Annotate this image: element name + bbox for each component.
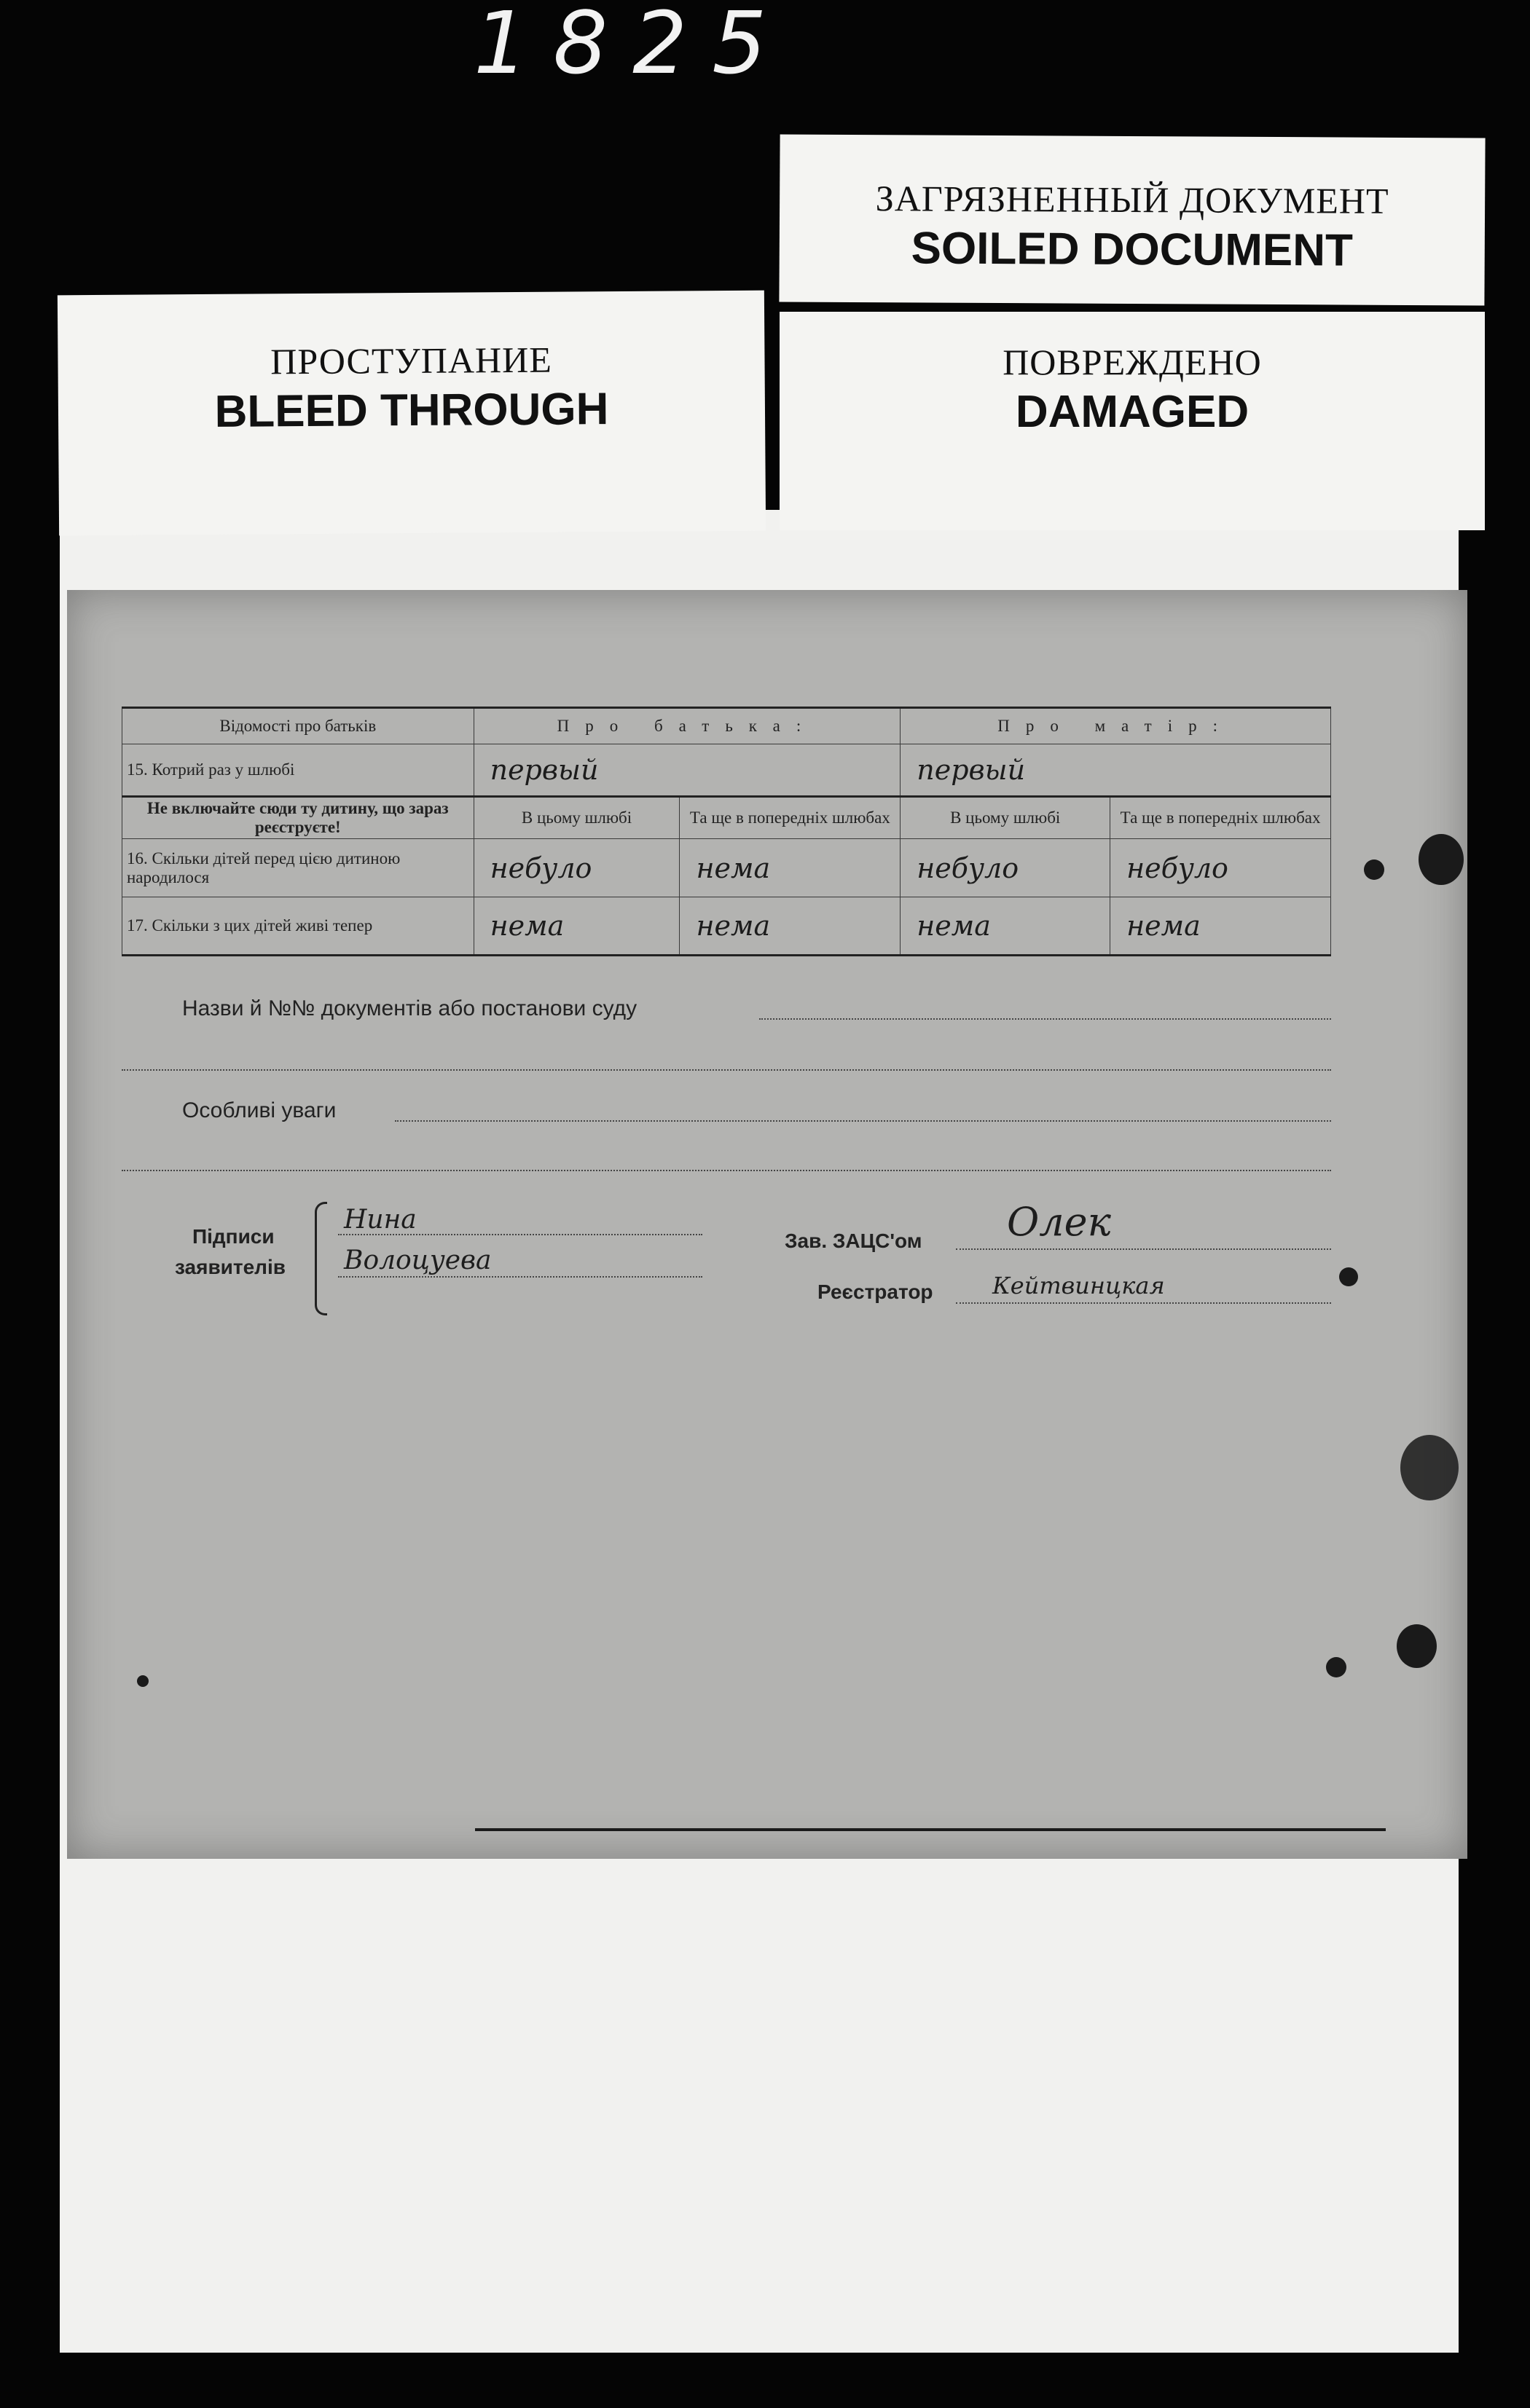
registrar-signature: Кейтвинцкая xyxy=(992,1272,1165,1299)
row17-mother-previous: нема xyxy=(1110,897,1331,956)
mother-current-marriage-header: В цьому шлюбі xyxy=(901,797,1110,839)
form-sheet xyxy=(67,590,1467,1859)
signatures-label-1: Підписи xyxy=(192,1225,275,1248)
table-header-mother: Про матір: xyxy=(901,708,1331,744)
row17-label: 17. Скільки з цих дітей живі тепер xyxy=(122,897,474,956)
documents-label: Назви й №№ документів або постанови суду xyxy=(182,996,638,1020)
ink-stain xyxy=(1400,1435,1459,1500)
documents-line-2 xyxy=(122,1069,1331,1071)
signature-line-1 xyxy=(338,1234,702,1235)
table-header-father: Про батька: xyxy=(474,708,901,744)
bleed-card-ru: ПРОСТУПАНИЕ xyxy=(270,339,552,382)
bleed-card-en: BLEED THROUGH xyxy=(214,384,609,437)
damaged-card-en: DAMAGED xyxy=(1015,387,1250,437)
row16-mother-current: небуло xyxy=(901,839,1110,897)
soiled-card-en: SOILED DOCUMENT xyxy=(911,223,1354,276)
punch-hole xyxy=(1364,859,1384,880)
row15-label: 15. Котрий раз у шлюбі xyxy=(122,744,474,797)
row15-mother-value: первый xyxy=(901,744,1331,797)
head-registrar-label: Зав. ЗАЦС'ом xyxy=(785,1229,922,1252)
exclusion-note: Не включайте сюди ту дитину, що зараз реєструєте! xyxy=(122,797,474,839)
head-registrar-signature: Олек xyxy=(1007,1199,1111,1245)
ink-stain xyxy=(1419,834,1464,885)
damaged-card xyxy=(780,312,1485,530)
ink-stain xyxy=(1397,1624,1437,1668)
row17-mother-current: нема xyxy=(901,897,1110,956)
row16-mother-previous: небуло xyxy=(1110,839,1331,897)
applicant-signature-2: Волоцуева xyxy=(344,1246,492,1275)
signatures-brace xyxy=(315,1202,327,1315)
registrar-label: Реєстратор xyxy=(817,1280,933,1303)
father-previous-marriages-header: Та ще в попередніх шлюбах xyxy=(680,797,901,839)
row15-father-value: первый xyxy=(474,744,901,797)
row16-father-previous: нема xyxy=(680,839,901,897)
parents-info-table xyxy=(122,707,1331,956)
row17-father-previous: нема xyxy=(680,897,901,956)
father-current-marriage-header: В цьому шлюбі xyxy=(474,797,680,839)
signatures-label-2: заявителів xyxy=(175,1256,286,1278)
soiled-document-card xyxy=(779,134,1485,305)
row17-father-current: нема xyxy=(474,897,680,956)
remarks-label: Особливі уваги xyxy=(182,1098,337,1122)
signature-line-2 xyxy=(338,1276,702,1278)
punch-hole xyxy=(1326,1657,1346,1677)
bottom-rule xyxy=(475,1828,1386,1831)
frame-number: 1825 xyxy=(474,0,792,93)
row16-father-current: небуло xyxy=(474,839,680,897)
remarks-line xyxy=(395,1120,1331,1122)
soiled-card-ru: ЗАГРЯЗНЕННЫЙ ДОКУМЕНТ xyxy=(875,178,1389,221)
registrar-signature-line xyxy=(956,1302,1331,1304)
punch-hole xyxy=(137,1675,149,1687)
row16-label: 16. Скільки дітей перед цією дитиною народилося xyxy=(122,839,474,897)
documents-line xyxy=(759,1018,1331,1020)
mother-previous-marriages-header: Та ще в попередніх шлюбах xyxy=(1110,797,1331,839)
head-signature-line xyxy=(956,1248,1331,1250)
applicant-signature-1: Нина xyxy=(344,1205,417,1235)
remarks-line-2 xyxy=(122,1170,1331,1171)
table-header-label: Відомості про батьків xyxy=(122,708,474,744)
bleed-through-card xyxy=(58,291,766,536)
punch-hole xyxy=(1339,1267,1358,1286)
damaged-card-ru: ПОВРЕЖДЕНО xyxy=(1003,342,1262,382)
